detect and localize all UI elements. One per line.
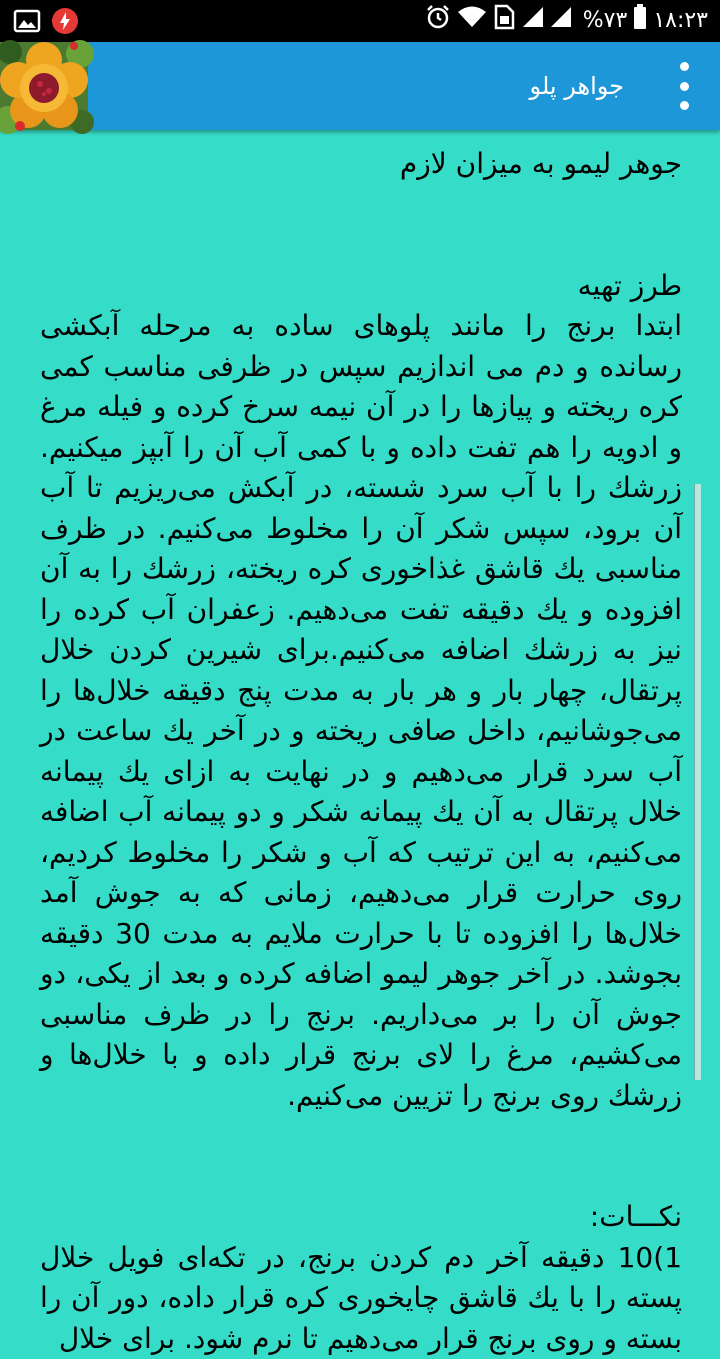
menu-dot bbox=[680, 82, 689, 91]
recipe-text: جوهر لیمو به میزان لازم طرز تهیه ابتدا برنج را مانند پلوهای ساده به مرحله آبکشی رسانده و دم می اندازیم سپس در ظرفی مناسب کمی کره ریخته و پیازها را در آن نیمه سرخ کرده و فیله مرغ و ادویه را هم تفت داده و با کمی آب آن را آبپز میکنیم. زرشك را با آب سرد شسته، در آبکش می‌ریزیم تا آب آن برود، سپس شکر آن را مخلوط می‌کنیم. در ظرف مناسبی يك قاشق غذاخوری کره ریخته، زرشك را به آن افزوده و يك دقیقه تفت می‌دهیم. زعفران آب کرده را نیز به زرشك اضافه می‌کنیم.برای شیرین کردن خلال پرتقال، چهار بار و هر بار به مدت پنج دقیقه خلال‌ها را می‌جوشانیم، داخل صافی ریخته و در آخر يك ساعت در آب سرد قرار می‌دهیم و در نهایت به ازای يك پیمانه خلال پرتقال به آن يك پیمانه شکر و دو پیمانه آب اضافه می‌کنیم، به این ترتیب که آب و شکر را مخلوط کردیم، روی حرارت قرار می‌دهیم، زمانی که به جوش آمد خلال‌ها را افزوده تا با حرارت ملایم به مدت 30 دقیقه بجوشد. در آخر جوهر لیمو اضافه کرده و بعد از یکی، دو جوش آن را بر می‌داریم. برنج را در ظرف مناسبی می‌کشیم، مرغ را لای برنج قرار داده و با خلال‌ها و زرشك روی برنج را تزیین می‌کنیم. نکـــات: 1)10 دقیقه آخر دم کردن برنج، در تکه‌ای فویل خلال پسته را با يك قاشق چایخوری کره قرار داده، دور آن را بسته و روی برنج قرار می‌دهیم تا نرم شود. برای خلال bbox=[40, 147, 683, 1355]
menu-dot bbox=[680, 101, 689, 110]
page-title: جواهر پلو bbox=[529, 72, 624, 100]
alarm-icon bbox=[425, 4, 451, 36]
wifi-icon bbox=[457, 5, 487, 35]
image-icon bbox=[12, 6, 42, 36]
recipe-thumbnail[interactable] bbox=[0, 42, 88, 130]
status-left-icons bbox=[12, 6, 80, 36]
scrollbar[interactable] bbox=[694, 484, 701, 1080]
status-right bbox=[425, 4, 708, 36]
more-vert-icon[interactable] bbox=[674, 62, 694, 110]
notification-icon bbox=[50, 6, 80, 36]
article-scroll-area[interactable] bbox=[0, 130, 720, 1355]
signal-icon bbox=[521, 5, 577, 35]
battery-percent: %۷۳ bbox=[582, 7, 628, 33]
sim-icon bbox=[493, 4, 515, 36]
clock: ۱۸:۲۳ bbox=[653, 7, 708, 33]
status-bar bbox=[0, 0, 720, 42]
app-bar bbox=[0, 42, 720, 130]
battery-icon bbox=[633, 4, 647, 36]
menu-dot bbox=[680, 62, 689, 71]
